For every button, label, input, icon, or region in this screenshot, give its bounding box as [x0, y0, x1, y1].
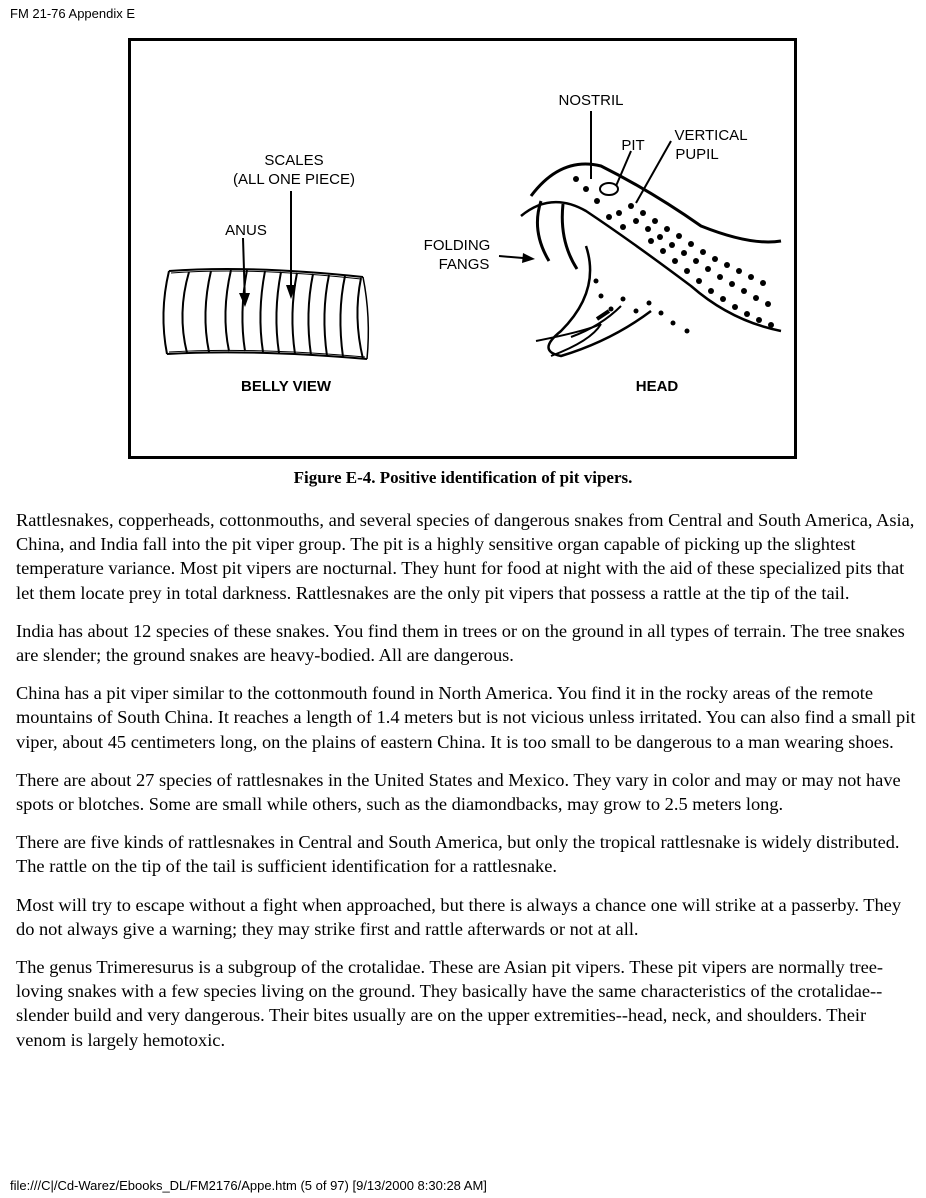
label-scales-line2: (ALL ONE PIECE) — [233, 171, 355, 188]
label-vertical-line2: PUPIL — [675, 146, 719, 163]
label-nostril: NOSTRIL — [558, 92, 624, 109]
belly-view-drawing — [163, 191, 368, 359]
pit-viper-diagram — [131, 41, 794, 456]
label-folding-line2: FANGS — [438, 256, 490, 273]
head-scale-pattern — [573, 176, 774, 334]
paragraph: India has about 12 species of these snakes. You find them in trees or on the ground in all types of terrain. The tree snakes are slender; the ground snakes are heavy-bodied. All are dangerous. — [16, 620, 905, 666]
paragraph: Rattlesnakes, copperheads, cottonmouths, and several species of dangerous snakes from Central and South America, Asia, China, and India fall into the pit viper group. The pit is a highly sensitive organ capable of picking up the slightest temperature variance. Most pit vipers are nocturnal. They hunt for food at night with the aid of these specialized pits that let them locate prey in total darkness. Rattlesnakes are the only pit vipers that possess a rattle at the tip of the tail. — [16, 510, 915, 603]
figure-caption: Figure E-4. Positive identification of pit vipers. — [293, 468, 633, 487]
paragraph: There are about 27 species of rattlesnakes in the United States and Mexico. They vary in color and may or may not have spots or blotches. Some are small while others, such as the diamondbacks, may grow to 2.5 meters long. — [16, 769, 901, 815]
label-pit: PIT — [621, 137, 645, 154]
label-belly-view: BELLY VIEW — [240, 378, 332, 395]
paragraph: China has a pit viper similar to the cottonmouth found in North America. You find it in the rocky areas of the remote mountains of South China. It reaches a length of 1.4 meters but is not vicious unless irritated. You can also find a small pit viper, about 45 centimeters long, on the plains of eastern China. It is too small to be dangerous to a man wearing shoes. — [16, 683, 916, 752]
paragraph: The genus Trimeresurus is a subgroup of the crotalidae. These are Asian pit vipers. These pit vipers are normally tree-loving snakes with a few species living on the ground. They basically have the same characteristics of the crotalidae--slender build and very dangerous. Their bites usually are on the upper extremities--head, neck, and shoulders. Their venom is largely hemotoxic. — [16, 957, 884, 1050]
article-body — [16, 508, 916, 1066]
label-anus: ANUS — [225, 222, 267, 239]
label-head: HEAD — [635, 378, 679, 395]
label-folding-line1: FOLDING — [423, 237, 491, 254]
label-vertical-line1: VERTICAL — [674, 127, 748, 144]
label-scales-line1: SCALES — [264, 152, 324, 169]
page-header: FM 21-76 Appendix E — [10, 6, 136, 21]
figure-e4-illustration — [128, 38, 797, 459]
paragraph: Most will try to escape without a fight when approached, but there is always a chance one will strike at a passerby. They do not always give a warning; they may strike first and rattle afterwards or not at all. — [16, 894, 902, 939]
paragraph: There are five kinds of rattlesnakes in Central and South America, but only the tropical rattlesnake is widely distributed. The rattle on the tip of the tail is sufficient identification for a rattlesnake. — [16, 832, 900, 877]
page-footer: file:///C|/Cd-Warez/Ebooks_DL/FM2176/Appe.htm (5 of 97) [9/13/2000 8:30:28 AM] — [10, 1178, 487, 1193]
